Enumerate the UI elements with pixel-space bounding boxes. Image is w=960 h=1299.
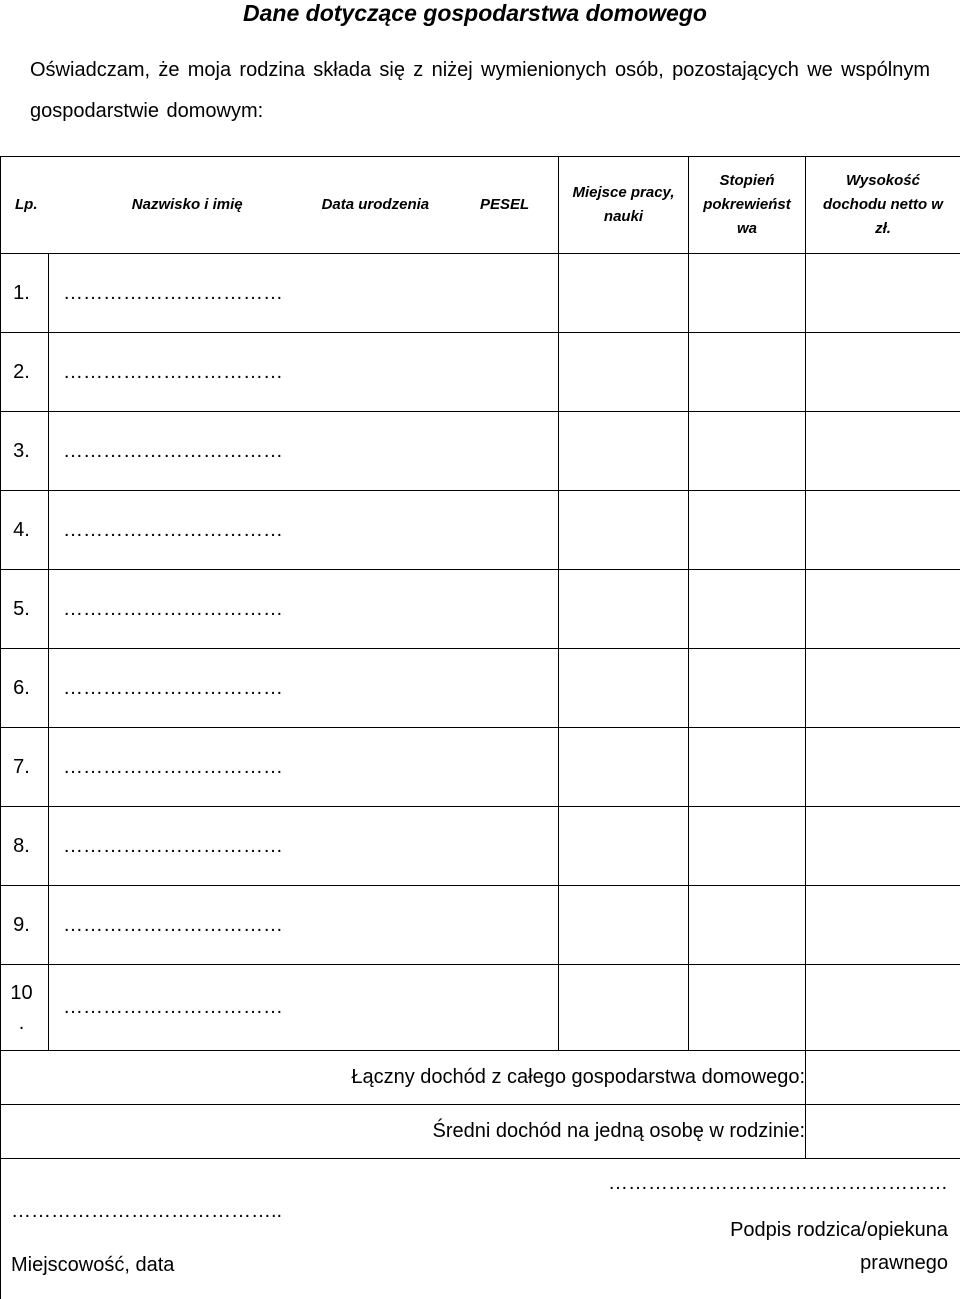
total-income-field[interactable] xyxy=(806,1051,960,1105)
row-number: 9. xyxy=(1,886,49,965)
relation-field[interactable] xyxy=(689,807,806,886)
header-pesel: PESEL xyxy=(480,196,530,213)
income-field[interactable] xyxy=(806,886,960,965)
name-field[interactable]: …………………………… xyxy=(49,649,559,728)
signature-cell xyxy=(1,1159,960,1299)
total-income-row xyxy=(1,1051,960,1105)
work-field[interactable] xyxy=(559,491,689,570)
work-field[interactable] xyxy=(559,333,689,412)
row-number-line2: . xyxy=(18,1011,25,1034)
name-field[interactable]: …………………………… xyxy=(49,254,559,333)
header-relation-line1: Stopień xyxy=(719,172,775,189)
income-field[interactable] xyxy=(806,649,960,728)
name-field[interactable]: …………………………… xyxy=(49,333,559,412)
work-field[interactable] xyxy=(559,570,689,649)
work-field[interactable] xyxy=(559,728,689,807)
income-field[interactable] xyxy=(806,807,960,886)
relation-field[interactable] xyxy=(689,965,806,1051)
row-number: 5. xyxy=(1,570,49,649)
header-income xyxy=(806,157,960,254)
table-row xyxy=(1,886,960,965)
avg-income-row xyxy=(1,1105,960,1159)
table-row xyxy=(1,649,960,728)
relation-field[interactable] xyxy=(689,570,806,649)
header-relation xyxy=(689,157,806,254)
relation-field[interactable] xyxy=(689,728,806,807)
table-row xyxy=(1,965,960,1051)
row-number: 3. xyxy=(1,412,49,491)
avg-income-label: Średni dochód na jedną osobę w rodzinie: xyxy=(1,1105,806,1159)
table-row xyxy=(1,254,960,333)
name-field[interactable]: …………………………… xyxy=(49,728,559,807)
row-number: 8. xyxy=(1,807,49,886)
table-row xyxy=(1,807,960,886)
header-row xyxy=(1,157,960,254)
signature-label-line2: prawnego xyxy=(860,1252,948,1274)
avg-income-field[interactable] xyxy=(806,1105,960,1159)
place-date-label: Miejscowość, data xyxy=(11,1254,175,1276)
name-field[interactable]: …………………………… xyxy=(49,965,559,1051)
income-field[interactable] xyxy=(806,570,960,649)
signature-block xyxy=(608,1167,948,1280)
header-group-left xyxy=(1,157,559,254)
income-field[interactable] xyxy=(806,412,960,491)
table-row xyxy=(1,412,960,491)
header-income-line3: zł. xyxy=(875,220,891,237)
income-field[interactable] xyxy=(806,333,960,412)
income-field[interactable] xyxy=(806,965,960,1051)
work-field[interactable] xyxy=(559,649,689,728)
row-number-line1: 10 xyxy=(10,981,33,1004)
relation-field[interactable] xyxy=(689,886,806,965)
header-income-line2: dochodu netto w xyxy=(823,196,943,213)
income-field[interactable] xyxy=(806,728,960,807)
row-number xyxy=(1,965,49,1051)
name-field[interactable]: …………………………… xyxy=(49,491,559,570)
row-number: 1. xyxy=(1,254,49,333)
header-work-line2: nauki xyxy=(603,208,644,225)
table-row xyxy=(1,333,960,412)
row-number: 7. xyxy=(1,728,49,807)
income-field[interactable] xyxy=(806,491,960,570)
place-date-block xyxy=(11,1197,282,1279)
signature-label-line1: Podpis rodzica/opiekuna xyxy=(730,1219,948,1241)
name-field[interactable]: …………………………… xyxy=(49,570,559,649)
row-number: 4. xyxy=(1,491,49,570)
work-field[interactable] xyxy=(559,807,689,886)
relation-field[interactable] xyxy=(689,333,806,412)
header-lp: Lp. xyxy=(15,196,38,213)
relation-field[interactable] xyxy=(689,649,806,728)
header-work-line1: Miejsce pracy, xyxy=(572,184,675,201)
intro-statement: Oświadczam, że moja rodzina składa się z niżej wymienionych osób, pozostających we wspólnym gospodarstwie domowym: xyxy=(30,59,930,122)
header-dob: Data urodzenia xyxy=(321,196,430,213)
name-field[interactable]: …………………………… xyxy=(49,886,559,965)
total-income-label: Łączny dochód z całego gospodarstwa domowego: xyxy=(1,1051,806,1105)
work-field[interactable] xyxy=(559,965,689,1051)
header-work xyxy=(559,157,689,254)
table-row xyxy=(1,570,960,649)
header-income-line1: Wysokość xyxy=(846,172,920,189)
header-name: Nazwisko i imię xyxy=(131,196,243,213)
header-relation-line2: pokrewieńst xyxy=(703,196,791,213)
row-number: 6. xyxy=(1,649,49,728)
income-field[interactable] xyxy=(806,254,960,333)
table-row xyxy=(1,728,960,807)
work-field[interactable] xyxy=(559,412,689,491)
header-relation-line3: wa xyxy=(736,220,757,237)
household-table xyxy=(0,156,960,1299)
table-row xyxy=(1,491,960,570)
relation-field[interactable] xyxy=(689,491,806,570)
form-title: Dane dotyczące gospodarstwa domowego xyxy=(243,0,707,26)
signature-row xyxy=(1,1159,960,1299)
work-field[interactable] xyxy=(559,254,689,333)
row-number: 2. xyxy=(1,333,49,412)
relation-field[interactable] xyxy=(689,412,806,491)
relation-field[interactable] xyxy=(689,254,806,333)
signature-line[interactable]: …………………………………………… xyxy=(608,1172,948,1194)
name-field[interactable]: …………………………… xyxy=(49,807,559,886)
name-field[interactable]: …………………………… xyxy=(49,412,559,491)
work-field[interactable] xyxy=(559,886,689,965)
place-date-line[interactable]: ………………………………….. xyxy=(11,1200,283,1222)
